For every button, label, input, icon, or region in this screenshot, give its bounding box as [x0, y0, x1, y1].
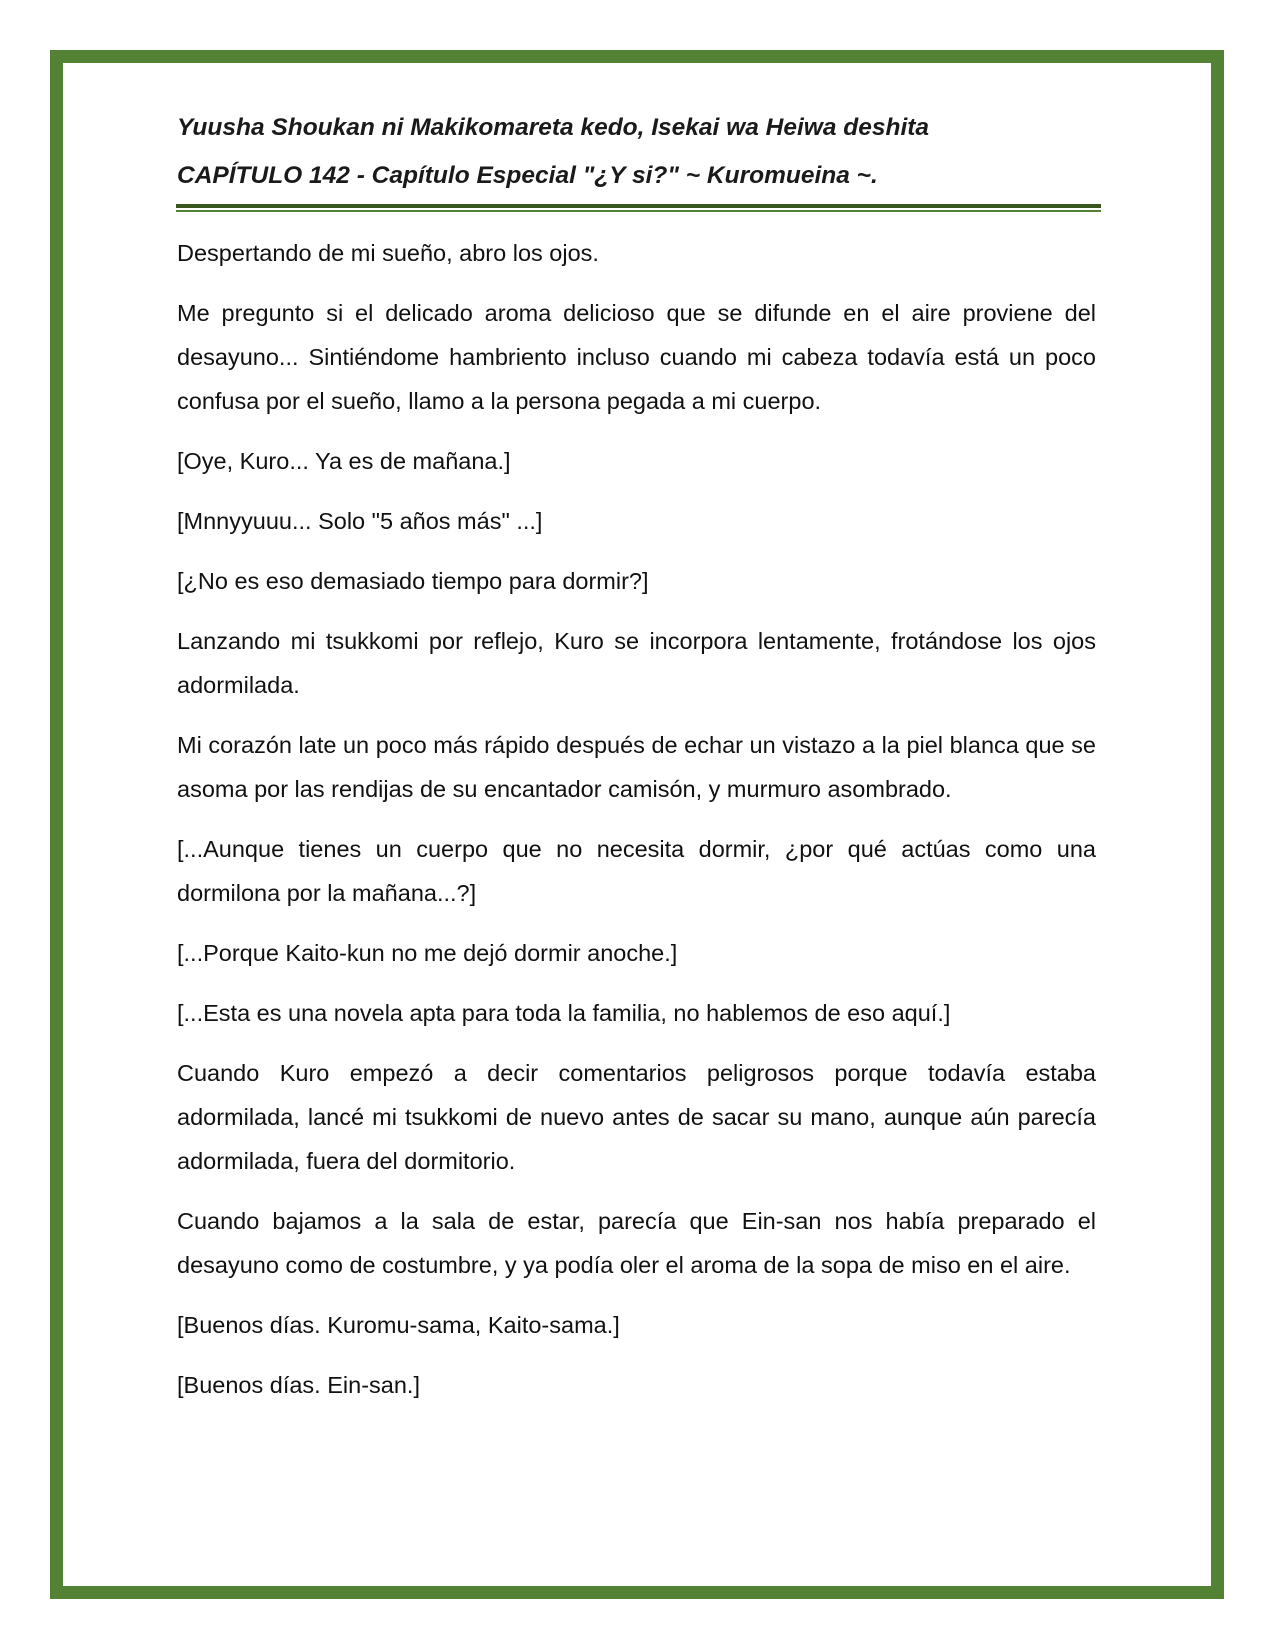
title-divider	[176, 204, 1101, 212]
document-content	[177, 104, 1096, 1423]
paragraph: [...Esta es una novela apta para toda la familia, no hablemos de eso aquí.]	[177, 1000, 951, 1026]
document-header	[177, 104, 1096, 212]
chapter-body	[177, 231, 1096, 1407]
paragraph: [...Aunque tienes un cuerpo que no necesita dormir, ¿por qué actúas como una dormilona por la mañana...?]	[177, 836, 1096, 906]
paragraph: Cuando Kuro empezó a decir comentarios peligrosos porque todavía estaba adormilada, lancé mi tsukkomi de nuevo antes de sacar su mano, aunque aún parecía adormilada, fuera del dormitorio.	[177, 1060, 1096, 1174]
paragraph: Lanzando mi tsukkomi por reflejo, Kuro se incorpora lentamente, frotándose los ojos adormilada.	[177, 628, 1096, 698]
paragraph: [Mnnyyuuu... Solo "5 años más" ...]	[177, 508, 543, 534]
chapter-title: CAPÍTULO 142 - Capítulo Especial "¿Y si?" ~ Kuromueina ~.	[177, 162, 878, 189]
paragraph: Cuando bajamos a la sala de estar, parecía que Ein-san nos había preparado el desayuno como de costumbre, y ya podía oler el aroma de la sopa de miso en el aire.	[177, 1208, 1096, 1278]
paragraph: [¿No es eso demasiado tiempo para dormir?]	[177, 568, 649, 594]
paragraph: Despertando de mi sueño, abro los ojos.	[177, 240, 599, 266]
paragraph: [Buenos días. Ein-san.]	[177, 1372, 420, 1398]
paragraph: Me pregunto si el delicado aroma delicioso que se difunde en el aire proviene del desayuno... Sintiéndome hambriento incluso cuando mi cabeza todavía está un poco confusa por el sueño, llamo a la persona pegada a mi cuerpo.	[177, 300, 1096, 414]
paragraph: [...Porque Kaito-kun no me dejó dormir anoche.]	[177, 940, 678, 966]
paragraph: Mi corazón late un poco más rápido después de echar un vistazo a la piel blanca que se asoma por las rendijas de su encantador camisón, y murmuro asombrado.	[177, 732, 1096, 802]
paragraph: [Oye, Kuro... Ya es de mañana.]	[177, 448, 511, 474]
series-title: Yuusha Shoukan ni Makikomareta kedo, Isekai wa Heiwa deshita	[177, 114, 930, 141]
paragraph: [Buenos días. Kuromu-sama, Kaito-sama.]	[177, 1312, 620, 1338]
